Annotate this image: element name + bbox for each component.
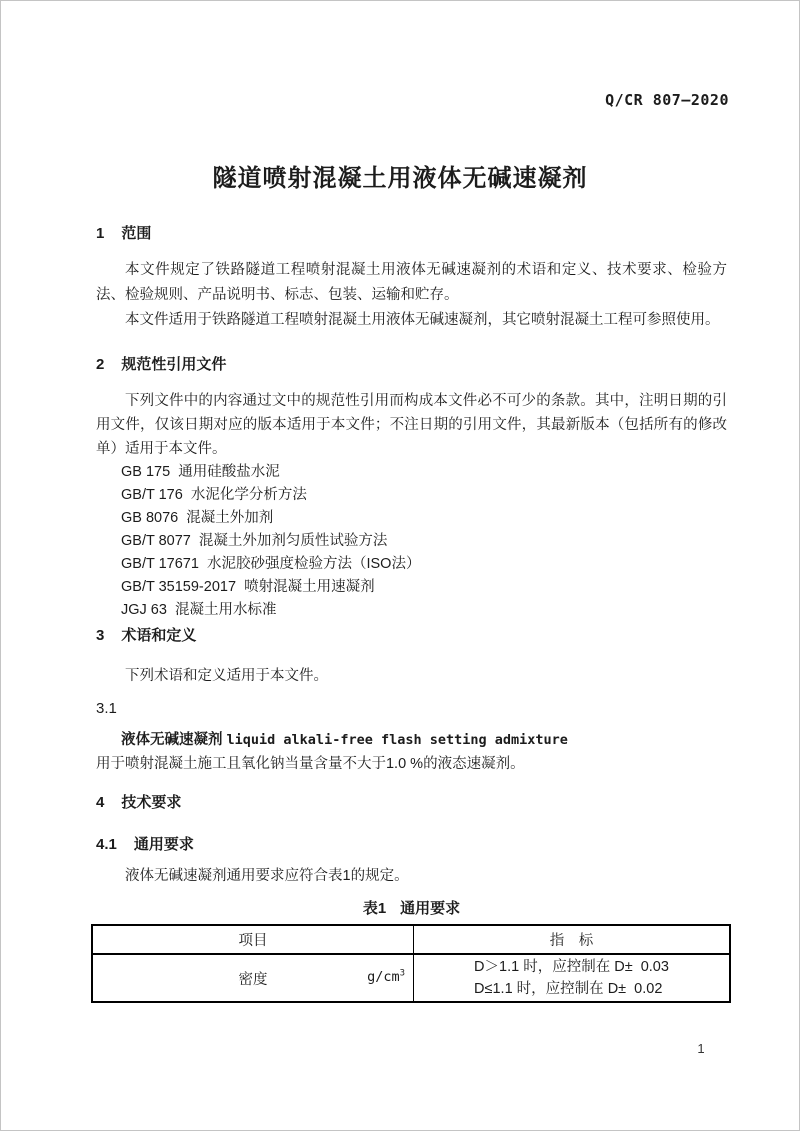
section-3-paragraph-1: 下列术语和定义适用于本文件。 xyxy=(125,668,328,684)
table-1-caption xyxy=(96,900,727,918)
page-title: 隧道喷射混凝土用液体无碱速凝剂 xyxy=(212,165,588,192)
section-3-number: 3 xyxy=(96,627,105,644)
spec-line-1: D＞1.1 时，应控制在 D± 0.03 xyxy=(474,959,669,975)
term-zh: 液体无碱速凝剂 xyxy=(121,732,223,748)
section-3-title: 术语和定义 xyxy=(121,627,197,644)
section-2-title: 规范性引用文件 xyxy=(121,356,227,373)
section-4-title: 技术要求 xyxy=(121,794,182,811)
term-en: liquid alkali-free flash setting admixture xyxy=(226,732,568,748)
section-4-1-paragraph-1: 液体无碱速凝剂通用要求应符合表1的规定。 xyxy=(125,868,409,884)
reference-item: GB/T 35159-2017 喷射混凝土用速凝剂 xyxy=(121,579,375,595)
section-2-paragraph-1: 下列文件中的内容通过文中的规范性引用而构成本文件必不可少的条款。其中，注明日期的引用文件，仅该日期对应的版本适用于本文件；不注日期的引用文件，其最新版本（包括所有的修改单）适用于本文件。 xyxy=(96,393,727,457)
section-4-1-title: 通用要求 xyxy=(133,836,194,853)
table-header-spec: 指 标 xyxy=(414,925,731,954)
table-cell-item xyxy=(92,954,414,1002)
section-2-number: 2 xyxy=(96,356,105,373)
table-header-row xyxy=(92,925,730,954)
document-body xyxy=(96,223,727,1003)
section-1-paragraph-2: 本文件适用于铁路隧道工程喷射混凝土用液体无碱速凝剂，其它喷射混凝土工程可参照使用。 xyxy=(125,312,720,328)
reference-item: GB/T 176 水泥化学分析方法 xyxy=(121,487,307,503)
term-number: 3.1 xyxy=(96,700,117,717)
section-3-heading xyxy=(96,625,727,647)
section-4-number: 4 xyxy=(96,794,105,811)
term-definition: 用于喷射混凝土施工且氧化钠当量含量不大于1.0 %的液态速凝剂。 xyxy=(96,756,525,772)
section-4-1-heading xyxy=(96,834,727,856)
unit-label xyxy=(367,968,405,985)
reference-item: GB/T 8077 混凝土外加剂匀质性试验方法 xyxy=(121,533,388,549)
spec-line-2: D≤1.1 时，应控制在 D± 0.02 xyxy=(474,981,663,997)
term-line xyxy=(96,728,727,752)
spec-lines xyxy=(474,956,669,1000)
item-name: 密度 xyxy=(238,971,268,988)
reference-item: JGJ 63 混凝土用水标准 xyxy=(121,602,277,618)
table-general-requirements xyxy=(91,924,731,1003)
section-1-heading xyxy=(96,223,727,245)
section-1-number: 1 xyxy=(96,225,105,242)
table-header-item: 项目 xyxy=(92,925,414,954)
reference-item: GB 175 通用硅酸盐水泥 xyxy=(121,464,280,480)
normative-reference-list xyxy=(96,461,727,622)
section-4-heading xyxy=(96,792,727,814)
section-1-paragraph-1: 本文件规定了铁路隧道工程喷射混凝土用液体无碱速凝剂的术语和定义、技术要求、检验方法、检验规则、产品说明书、标志、包装、运输和贮存。 xyxy=(96,262,727,303)
table-cell-spec xyxy=(414,954,731,1002)
section-4-1-number: 4.1 xyxy=(96,836,117,853)
reference-item: GB/T 17671 水泥胶砂强度检验方法（ISO法） xyxy=(121,556,421,572)
page-number: 1 xyxy=(697,1041,705,1056)
doc-number: Q/CR 807—2020 xyxy=(605,91,729,109)
table-1-caption-label: 表1 xyxy=(362,900,387,917)
section-2-heading xyxy=(96,354,727,376)
table-row xyxy=(92,954,730,1002)
table-1-caption-title: 通用要求 xyxy=(400,900,461,917)
section-1-title: 范围 xyxy=(121,225,152,242)
unit-superscript: 3 xyxy=(399,968,405,979)
reference-item: GB 8076 混凝土外加剂 xyxy=(121,510,274,526)
unit-base: g/cm xyxy=(367,968,400,985)
